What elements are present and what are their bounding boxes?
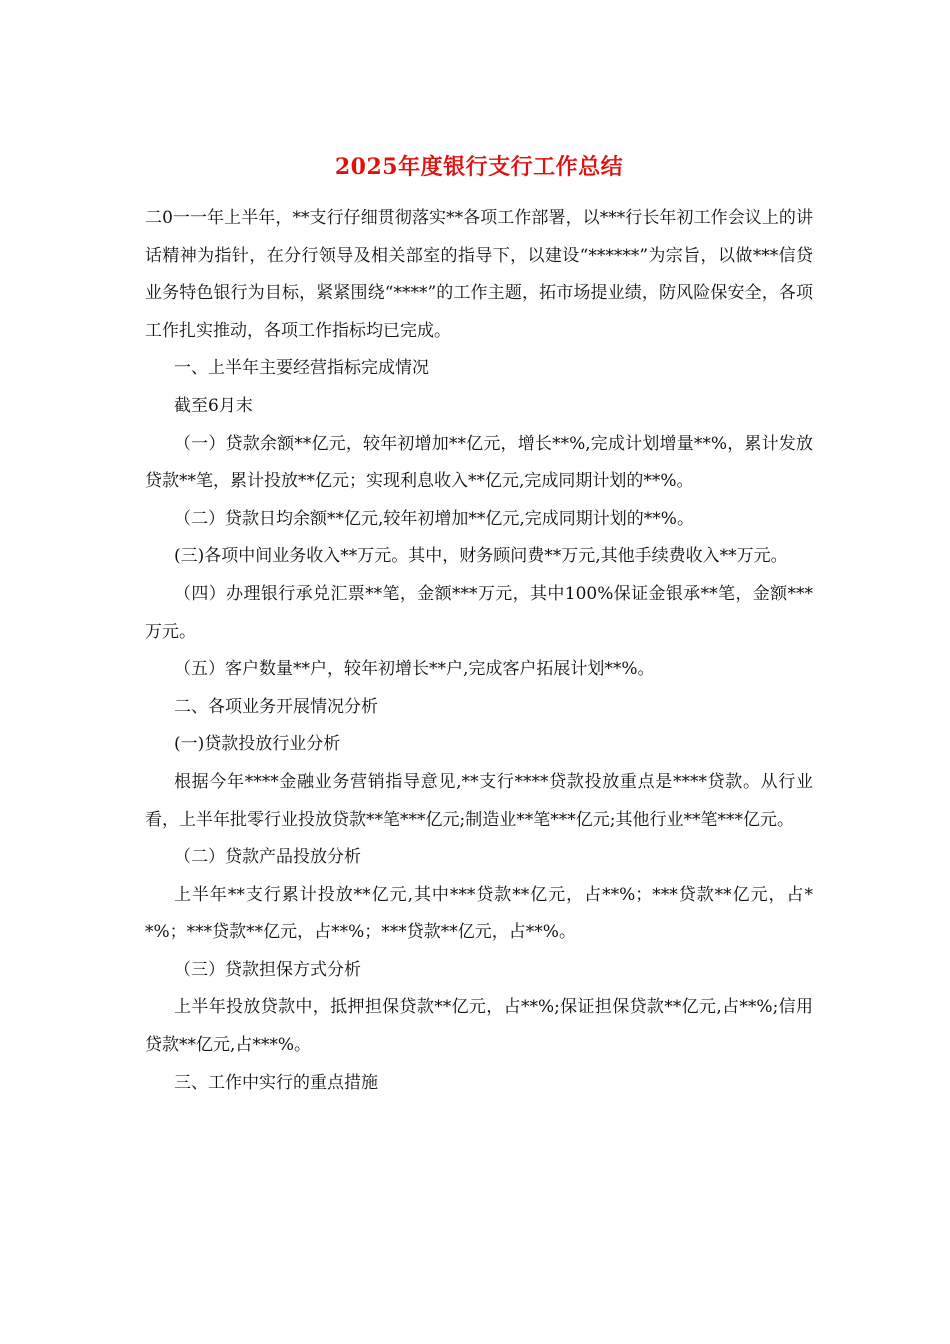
paragraph: （二）贷款产品投放分析 [174, 847, 361, 868]
paragraph: 上半年投放贷款中，抵押担保贷款**亿元，占**%;保证担保贷款**亿元,占**%;信用贷款**亿元,占***%。 [145, 997, 813, 1056]
paragraph: （四）办理银行承兑汇票**笔，金额***万元，其中100%保证金银承**笔，金额***万元。 [145, 583, 813, 642]
paragraph: （二）贷款日均余额**亿元,较年初增加**亿元,完成同期计划的**%。 [174, 508, 694, 529]
paragraph: （五）客户数量**户，较年初增长**户,完成客户拓展计划**%。 [174, 659, 655, 680]
paragraph: (三)各项中间业务收入**万元。其中，财务顾问费**万元,其他手续费收入**万元。 [174, 546, 788, 567]
paragraph: 二0一一年上半年，**支行仔细贯彻落实**各项工作部署，以***行长年初工作会议上的讲话精神为指针，在分行领导及相关部室的指导下，以建设“******”为宗旨，以做***信贷业务特色银行为目标，紧紧围绕“****”的工作主题，拓市场提业绩，防风险保安全，各项工作扎实推动，各项工作指标均已完成。 [145, 208, 813, 341]
paragraph: 根据今年****金融业务营销指导意见,**支行****贷款投放重点是****贷款。从行业看，上半年批零行业投放贷款**笔***亿元;制造业**笔***亿元;其他行业**笔***亿元。 [145, 771, 813, 830]
paragraph: 三、工作中实行的重点措施 [174, 1072, 378, 1093]
document-body [145, 200, 813, 1102]
paragraph: 上半年**支行累计投放**亿元,其中***贷款**亿元，占**%；***贷款**亿元，占**%；***贷款**亿元，占**%；***贷款**亿元，占**%。 [145, 884, 813, 943]
paragraph: 二、各项业务开展情况分析 [174, 696, 378, 717]
paragraph: （一）贷款余额**亿元，较年初增加**亿元，增长**%,完成计划增量**%，累计发放贷款**笔，累计投放**亿元；实现利息收入**亿元,完成同期计划的**%。 [145, 433, 813, 492]
paragraph: （三）贷款担保方式分析 [174, 959, 361, 980]
document-title: 2025年度银行支行工作总结 [334, 154, 624, 180]
document-page [145, 148, 813, 1102]
paragraph: (一)贷款投放行业分析 [174, 734, 341, 755]
paragraph: 一、上半年主要经营指标完成情况 [174, 358, 429, 379]
paragraph: 截至6月末 [174, 395, 253, 416]
